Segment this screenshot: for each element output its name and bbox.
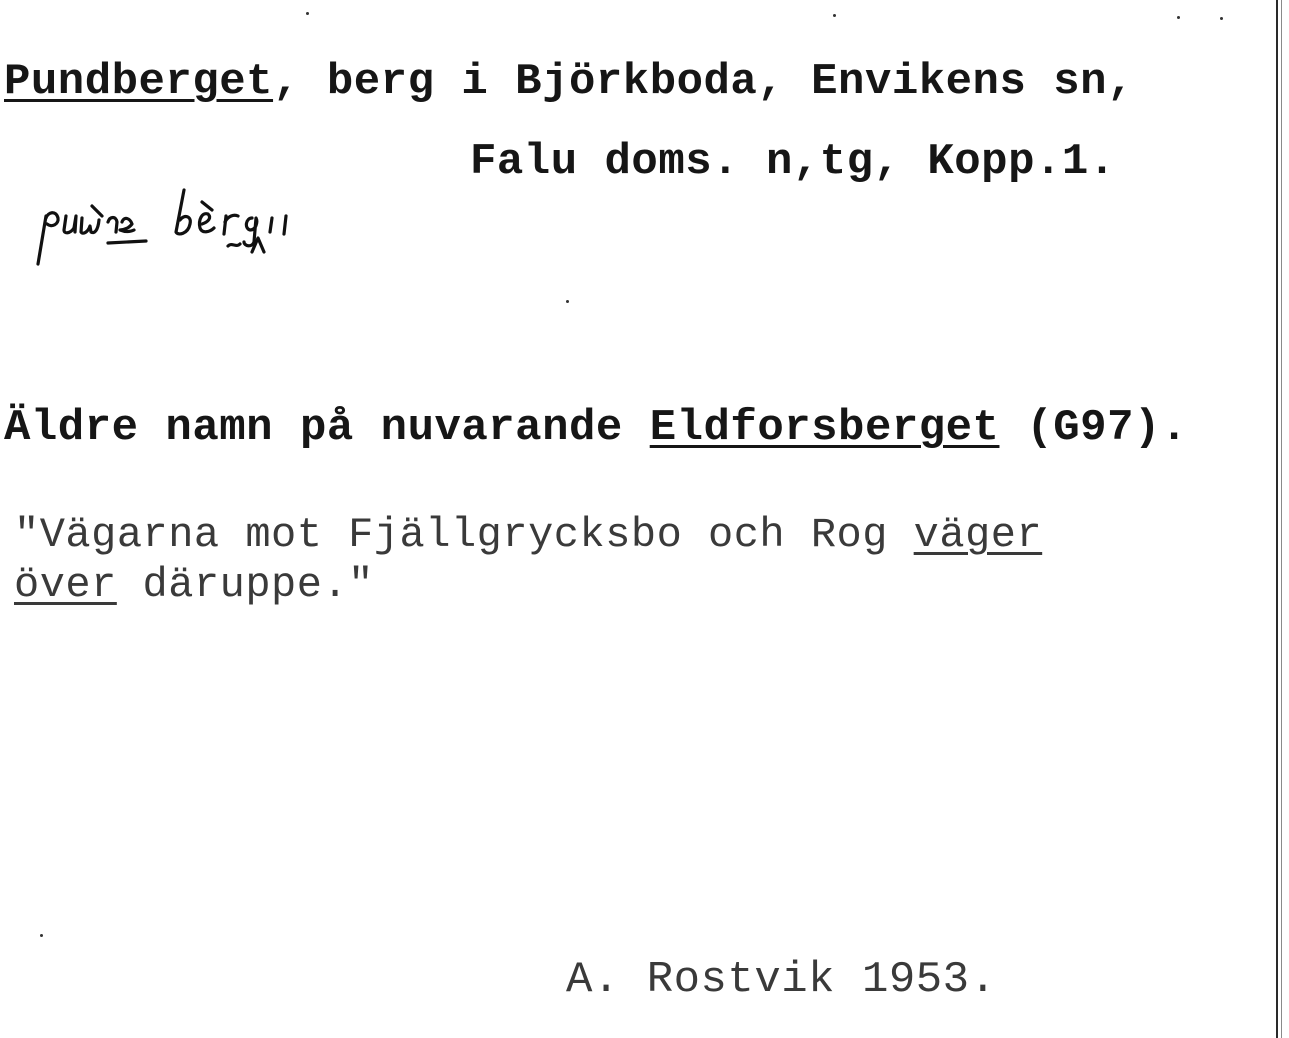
heading-line — [4, 57, 1134, 107]
quote-underlined-word-1: väger — [913, 511, 1043, 559]
quote-line-1-text: "Vägarna mot Fjällgrycksbo och Rog — [14, 511, 914, 559]
headword: Pundberget — [4, 57, 274, 107]
card-edge-shadow — [1281, 0, 1282, 1038]
quote-line-2 — [14, 561, 374, 609]
scan-speck — [833, 14, 836, 17]
source-line: Falu doms. n,tg, Kopp.1. — [470, 137, 1116, 187]
note-line — [4, 403, 1188, 453]
signature-line: A. Rostvik 1953. — [566, 955, 997, 1005]
scan-speck — [306, 12, 309, 15]
note-placename: Eldforsberget — [649, 403, 1000, 453]
scan-speck — [1177, 16, 1180, 19]
quote-line-2-text: däruppe." — [116, 561, 374, 609]
scan-speck — [40, 934, 43, 937]
note-prefix: Äldre namn på nuvarande — [4, 403, 650, 453]
quote-line-1 — [14, 511, 1043, 559]
scan-speck — [566, 300, 569, 303]
note-suffix: (G97). — [999, 403, 1188, 453]
card-edge-line — [1276, 0, 1278, 1038]
scan-speck — [1220, 17, 1223, 20]
handwritten-pronunciation — [30, 176, 340, 276]
quote-underlined-word-2: över — [14, 561, 117, 609]
heading-rest: , berg i Björkboda, Envikens sn, — [273, 57, 1134, 107]
